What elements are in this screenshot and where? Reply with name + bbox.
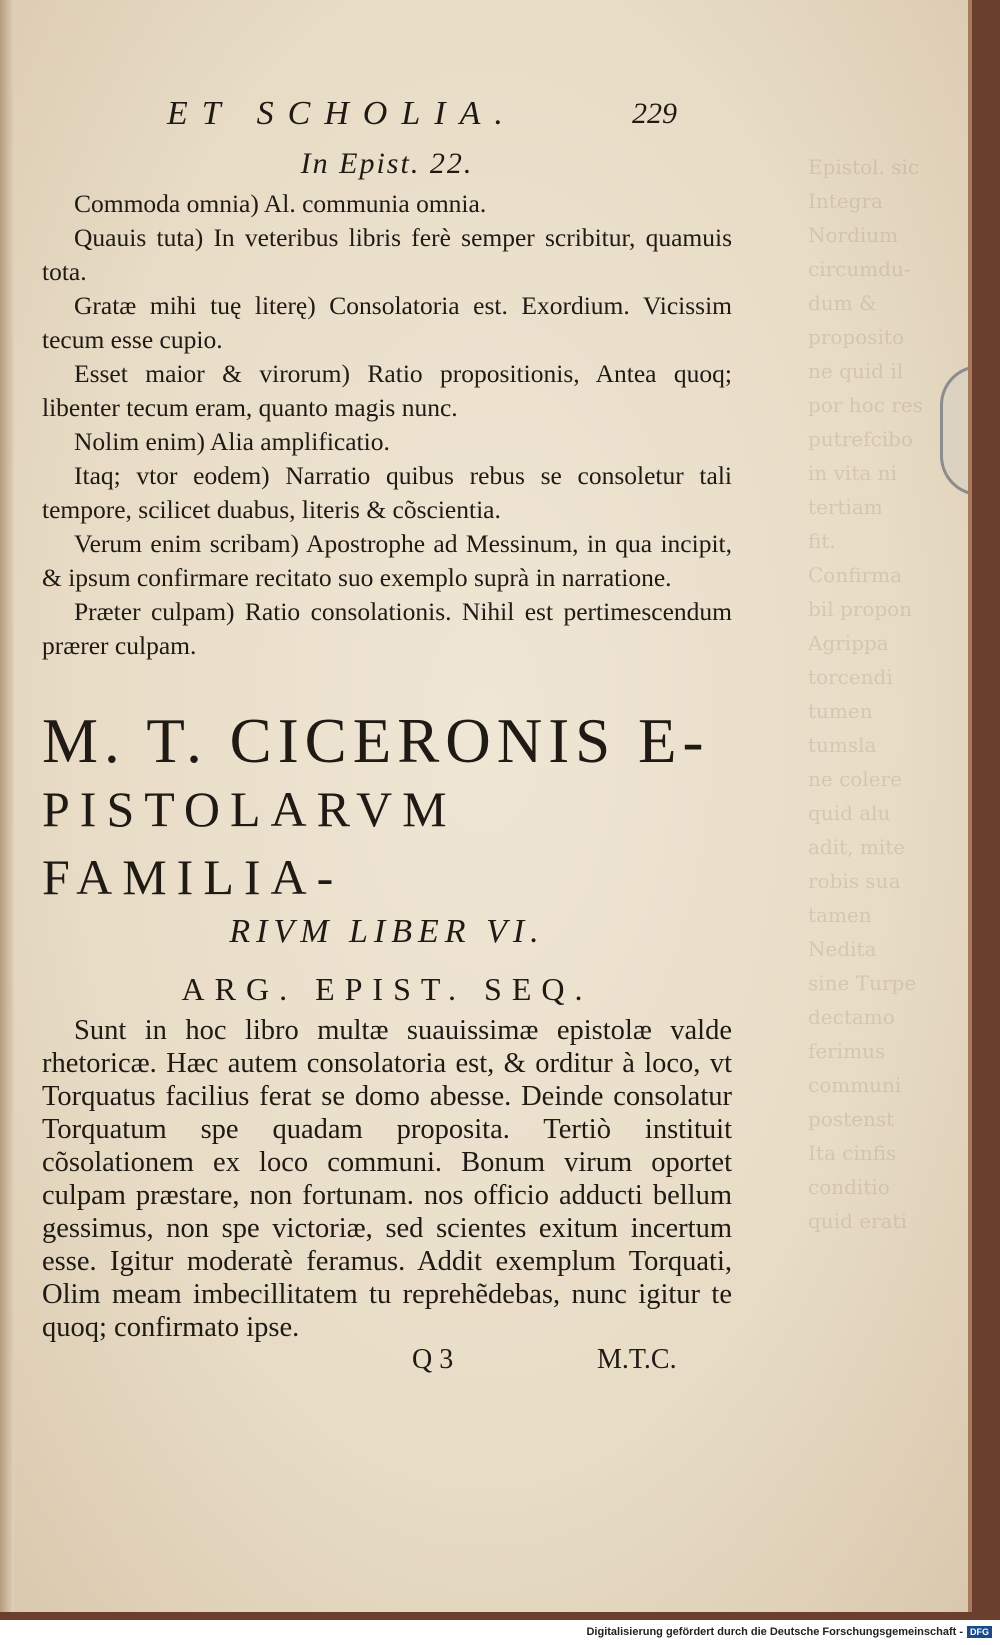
note-paragraph: Gratæ mihi tuę literę) Consolatoria est. Exordium. Vicissim tecum esse cupio.	[42, 291, 732, 354]
book-subtitle: RIVM LIBER VI.	[229, 913, 545, 950]
signature-mark: Q 3	[412, 1344, 454, 1375]
argument-text	[42, 1014, 732, 1344]
note-paragraph: Esset maior & virorum) Ratio propositionis, Antea quoq; libenter tecum eram, quanto magis nunc.	[42, 359, 732, 422]
note-paragraph: Nolim enim) Alia amplificatio.	[74, 427, 390, 456]
note-paragraph: Commoda omnia) Al. communia omnia.	[74, 189, 487, 218]
book-title-line2: PISTOLARVM FAMILIA-	[42, 781, 457, 905]
book-title	[42, 707, 732, 911]
digitization-credit	[586, 1623, 992, 1641]
credit-text: Digitalisierung gefördert durch die Deutsche Forschungsgemeinschaft -	[586, 1626, 963, 1638]
argument-paragraph: Sunt in hoc libro multæ suauissimæ epistolæ valde rhetoricæ. Hæc autem consolatoria est, & orditur à loco, vt Torquatus facilius ferat se domo abesse. Deinde consolatur Torquatum spe quadam proposita. Tertiò instituit cõsolationem ex loco communi. Bonum virum oportet culpam præstare, non fortunam. nos officio adducti bellum gessimus, non spe victoriæ, sed scientes exitum incertum esse. Igitur moderatè feramus. Addit exemplum Torquati, Olim meam imbecillitatem tu reprehẽdebas, nunc igitur te quoq; confirmato ipse.	[42, 1015, 732, 1343]
page-clip	[940, 365, 972, 496]
dfg-logo: DFG	[967, 1626, 992, 1638]
note-paragraph: Præter culpam) Ratio consolationis. Nihil est pertimescendum prærer culpam.	[42, 597, 732, 660]
scholia-notes	[42, 187, 732, 663]
page-footer	[42, 1344, 732, 1384]
bleed-through-text: Epistol. sic Integra Nordium circumdu- dum & proposito ne quid il por hoc res putrefcibo in vita ni tertiam fit. Confirma bil propon Agrippa torcendi tumen tumsla ne colere quid alu adit, mite robis sua tamen Nedita sine Turpe dectamo ferimus communi postenst Ita cinfis conditio quid erati	[808, 155, 923, 1233]
argument-heading: ARG. EPIST. SEQ.	[181, 971, 593, 1007]
note-paragraph: Itaq; vtor eodem) Narratio quibus rebus se consoletur tali tempore, scilicet duabus, literis & cõscientia.	[42, 461, 732, 524]
page-text	[42, 95, 732, 1384]
running-title: ET SCHOLIA.	[167, 95, 517, 132]
note-paragraph: Verum enim scribam) Apostrophe ad Messinum, in qua incipit, & ipsum confirmare recitato suo exemplo suprà in narratione.	[42, 529, 732, 592]
epist-heading: In Epist. 22.	[300, 147, 474, 180]
book-title-line1: M. T. CICERONIS E-	[42, 706, 710, 776]
page-number: 229	[632, 97, 677, 130]
note-paragraph: Quauis tuta) In veteribus libris ferè semper scribitur, quamuis tota.	[42, 223, 732, 286]
running-head	[42, 95, 732, 139]
page-gutter	[0, 0, 14, 1612]
catchword: M.T.C.	[597, 1344, 677, 1375]
